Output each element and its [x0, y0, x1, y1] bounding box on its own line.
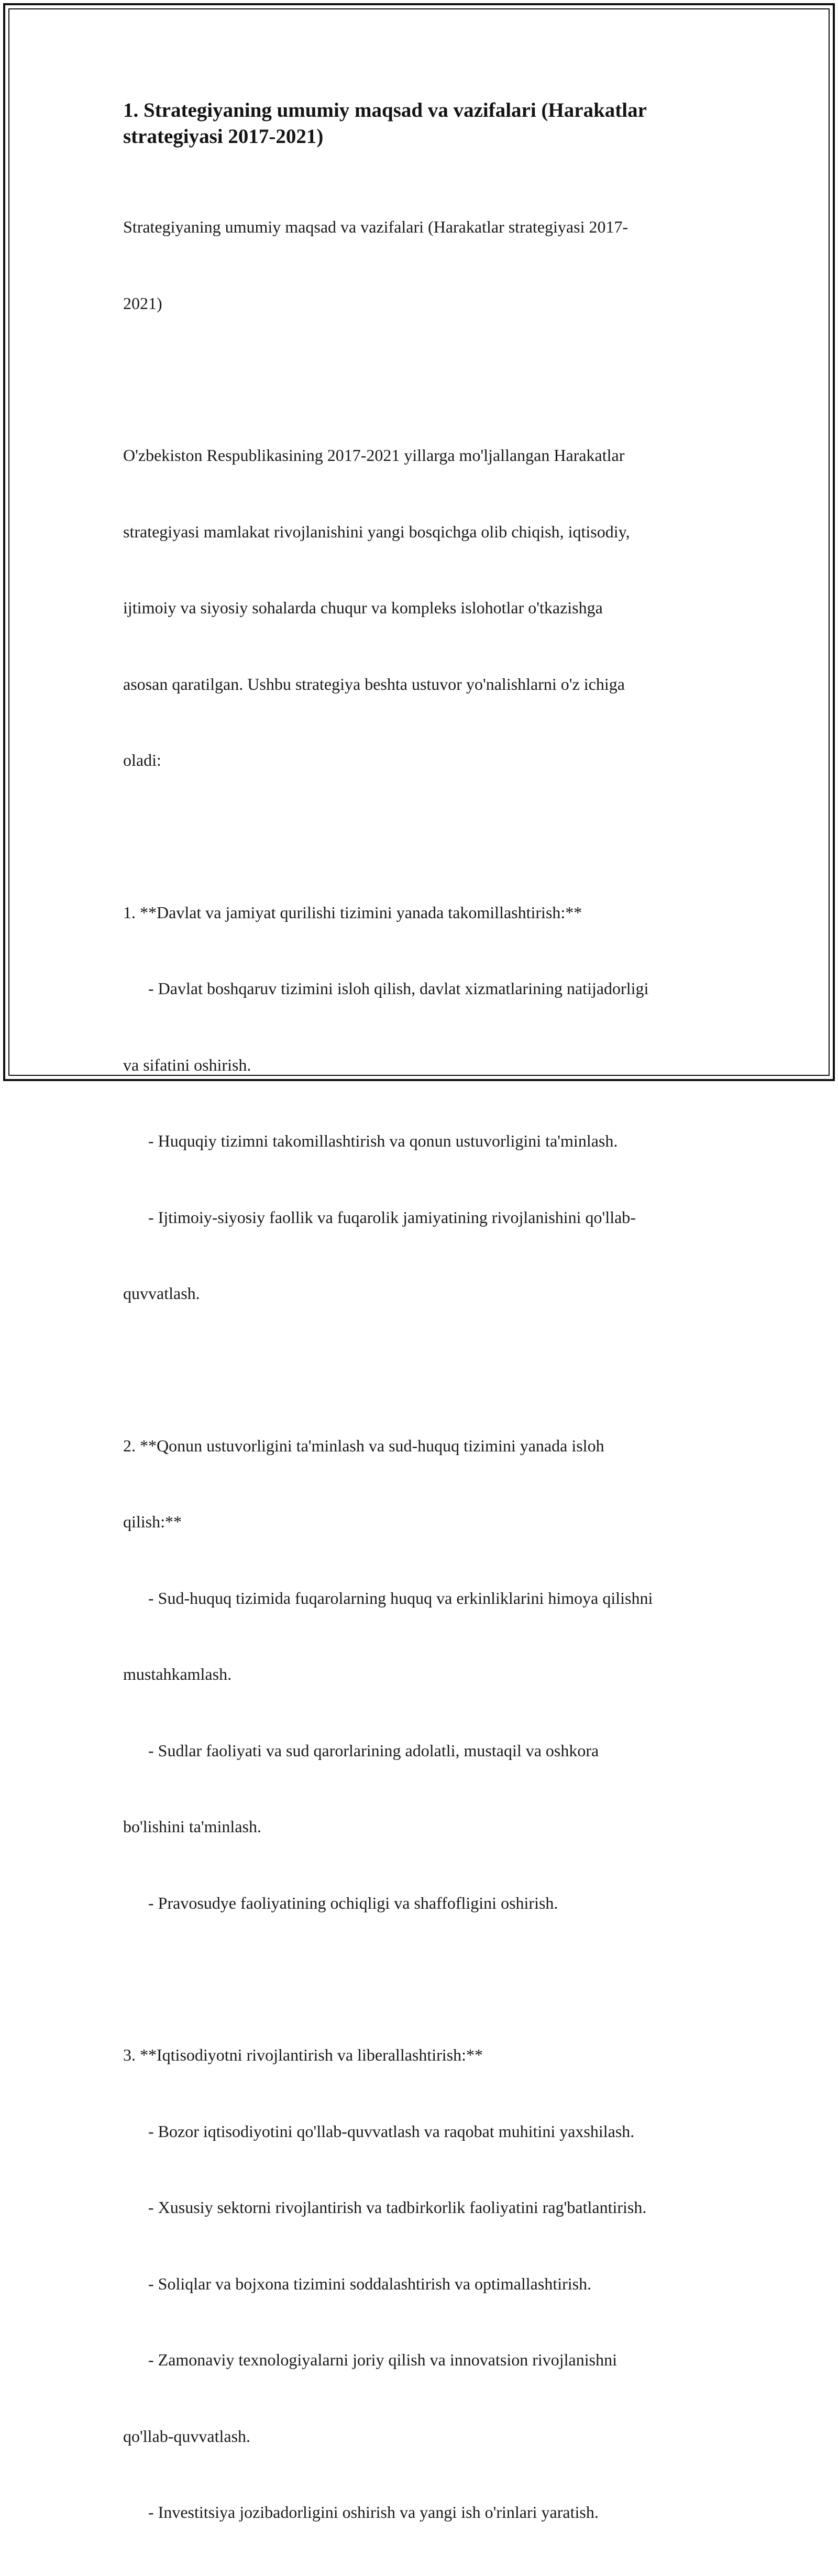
section-line: - Davlat boshqaruv tizimini isloh qilish, davlat xizmatlarining natijadorligi	[148, 979, 649, 998]
section-1	[123, 849, 720, 1357]
section-heading: 2. **Qonun ustuvorligini ta'minlash va sud-huquq tizimini yanada isloh	[123, 1436, 604, 1455]
subtitle-line: 2021)	[123, 293, 162, 313]
section-heading: 3. **Iqtisodiyotni rivojlantirish va liberallashtirish:**	[123, 2045, 483, 2064]
section-3	[123, 1991, 720, 2576]
intro-line: oladi:	[123, 751, 161, 769]
section-line: mustahkamlash.	[123, 1665, 232, 1683]
section-line: - Sud-huquq tizimida fuqarolarning huquq va erkinliklarini himoya qilishni	[148, 1588, 653, 1608]
intro-line: O'zbekiston Respublikasining 2017-2021 yillarga mo'ljallangan Harakatlar	[123, 446, 625, 465]
section-line: qilish:**	[123, 1512, 182, 1531]
section-line: - Investitsiya jozibadorligini oshirish va yangi ish o'rinlari yaratish.	[148, 2503, 599, 2522]
section-line: - Sudlar faoliyati va sud qarorlarining adolatli, mustaqil va oshkora	[148, 1741, 599, 1760]
intro-line: ijtimoiy va siyosiy sohalarda chuqur va kompleks islohotlar o'tkazishga	[123, 598, 603, 617]
intro-line: asosan qaratilgan. Ushbu strategiya beshta ustuvor yo'nalishlarni o'z ichiga	[123, 674, 625, 693]
intro-paragraph	[123, 392, 720, 824]
section-line: qo'llab-quvvatlash.	[123, 2426, 251, 2446]
section-line: - Pravosudye faoliyatining ochiqligi va shaffofligini oshirish.	[148, 1893, 558, 1912]
section-line: bo'lishini ta'minlash.	[123, 1817, 261, 1836]
section-heading: 1. **Davlat va jamiyat qurilishi tizimini yanada takomillashtirish:**	[123, 902, 582, 922]
section-line: - Bozor iqtisodiyotini qo'llab-quvvatlash va raqobat muhitini yaxshilash.	[148, 2121, 635, 2141]
section-line: - Soliqlar va bojxona tizimini soddalashtirish va optimallashtirish.	[148, 2274, 592, 2293]
section-line: - Zamonaviy texnologiyalarni joriy qilish va innovatsion rivojlanishni	[148, 2350, 617, 2369]
section-line: quvvatlash.	[123, 1284, 200, 1303]
document-body	[123, 97, 720, 2576]
section-line: - Huquqiy tizimni takomillashtirish va qonun ustuvorligini ta'minlash.	[148, 1131, 618, 1150]
document-subtitle	[123, 163, 720, 367]
subtitle-line: Strategiyaning umumiy maqsad va vazifalari (Harakatlar strategiyasi 2017-	[123, 217, 629, 236]
section-2	[123, 1382, 720, 1967]
section-line: - Xususiy sektorni rivojlantirish va tadbirkorlik faoliyatini rag'batlantirish.	[148, 2198, 647, 2217]
section-line: - Ijtimoiy-siyosiy faollik va fuqarolik jamiyatining rivojlanishini qo'llab-	[148, 1207, 636, 1227]
section-line: va sifatini oshirish.	[123, 1055, 251, 1074]
intro-line: strategiyasi mamlakat rivojlanishini yangi bosqichga olib chiqish, iqtisodiy,	[123, 522, 630, 541]
document-title: 1. Strategiyaning umumiy maqsad va vazifalari (Harakatlar strategiyasi 2017-2021)	[123, 99, 647, 148]
